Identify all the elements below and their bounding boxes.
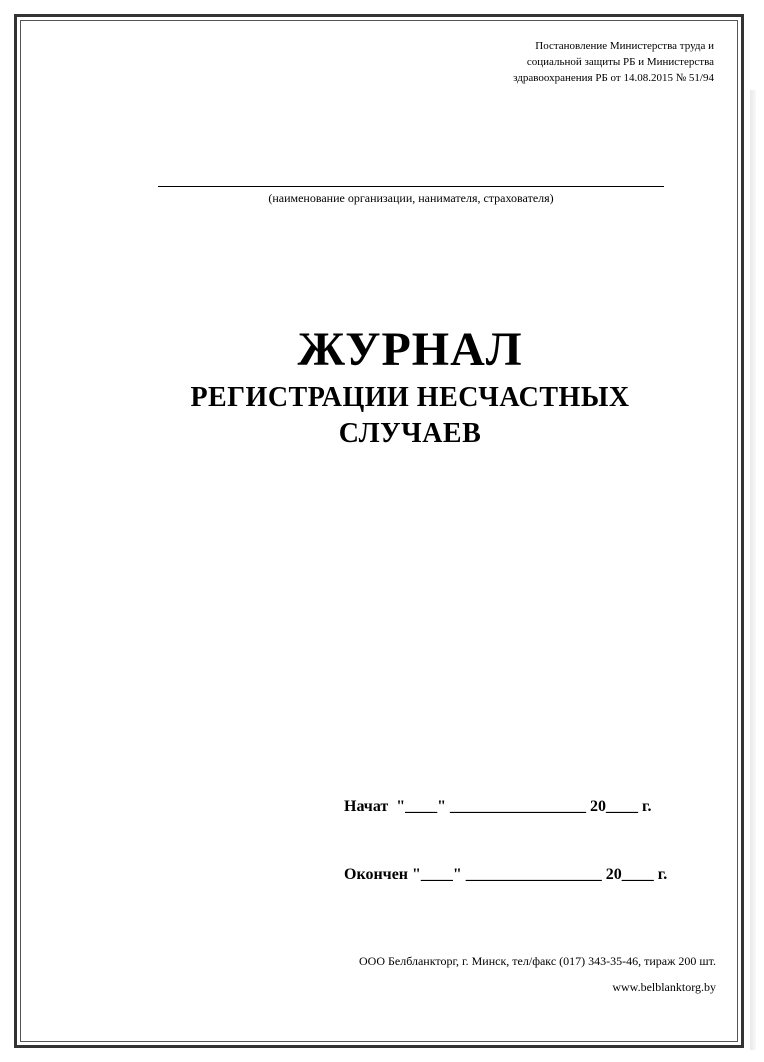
page-edge-shadow: [750, 90, 756, 1050]
organization-name-line[interactable]: [158, 186, 664, 187]
publisher-website: www.belblanktorg.by: [612, 980, 716, 994]
journal-subtitle-line-1: РЕГИСТРАЦИИ НЕСЧАСТНЫХ: [190, 382, 630, 413]
started-date-field[interactable]: Начат "____" _________________ 20____ г.: [344, 798, 652, 815]
ended-date-field[interactable]: Окончен "____" _________________ 20____ г.: [344, 866, 668, 883]
page-frame-inner: [20, 20, 738, 1042]
journal-subtitle: [0, 380, 764, 452]
decree-line-1: Постановление Министерства труда и: [535, 40, 714, 52]
decree-line-2: социальной защиты РБ и Министерства: [526, 56, 714, 68]
decree-line-3: здравоохранения РБ от 14.08.2015 № 51/94: [513, 72, 714, 84]
publisher-info: ООО Белбланкторг, г. Минск, тел/факс (017) 343-35-46, тираж 200 шт.: [358, 954, 716, 968]
journal-title: ЖУРНАЛ: [297, 323, 523, 376]
journal-subtitle-line-2: СЛУЧАЕВ: [338, 418, 482, 449]
organization-caption: (наименование организации, нанимателя, страхователя): [268, 191, 554, 205]
decree-reference: [394, 38, 714, 86]
